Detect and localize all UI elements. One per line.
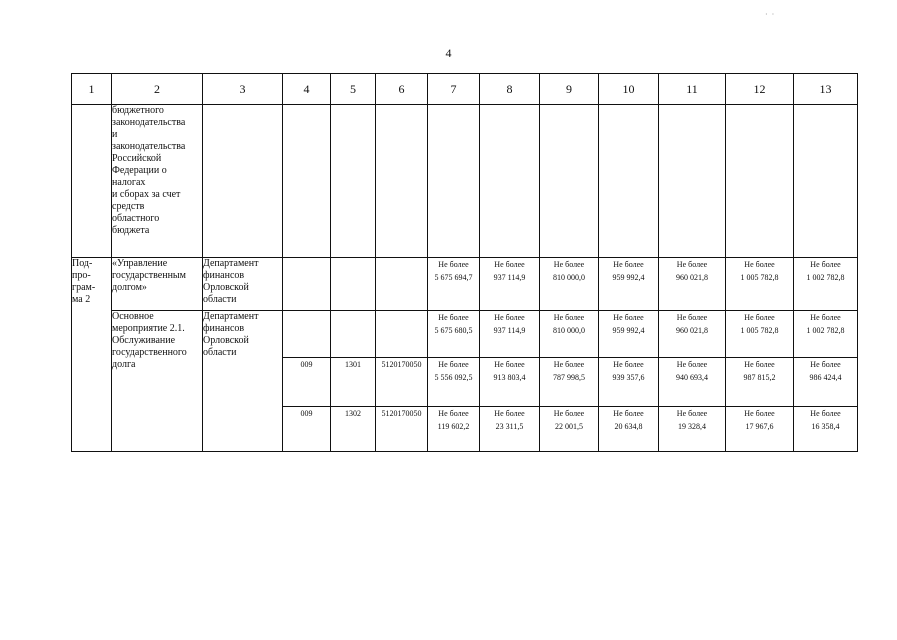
table-cell bbox=[794, 105, 858, 258]
value-cell bbox=[599, 258, 659, 311]
corner-mark: · · bbox=[765, 10, 776, 19]
header-cell: 5 bbox=[331, 74, 376, 105]
value-cell bbox=[480, 407, 540, 452]
value-cell bbox=[540, 358, 599, 407]
value-number: 23 311,5 bbox=[495, 422, 524, 431]
table-cell bbox=[331, 311, 376, 358]
value-number: 940 693,4 bbox=[676, 373, 708, 382]
table-row bbox=[72, 105, 858, 258]
value-label: Не более bbox=[494, 260, 525, 269]
header-cell: 1 bbox=[72, 74, 112, 105]
value-label: Не более bbox=[553, 409, 585, 418]
header-cell: 8 bbox=[480, 74, 540, 105]
value-number: 987 815,2 bbox=[743, 373, 776, 382]
value-label: Не более bbox=[810, 360, 841, 369]
header-cell: 6 bbox=[376, 74, 428, 105]
table-cell bbox=[331, 258, 376, 311]
event-name-cell bbox=[112, 311, 203, 452]
value-cell bbox=[659, 258, 726, 311]
value-cell bbox=[540, 311, 599, 358]
value-number: 960 021,8 bbox=[676, 273, 708, 282]
value-cell bbox=[599, 358, 659, 407]
value-label: Не более bbox=[438, 260, 469, 269]
subprogram-executor-cell bbox=[203, 258, 283, 311]
table-cell bbox=[203, 105, 283, 258]
value-label: Не более bbox=[744, 260, 775, 269]
header-cell: 2 bbox=[112, 74, 203, 105]
value-cell bbox=[428, 358, 480, 407]
value-cell bbox=[480, 311, 540, 358]
subprogram-name-cell bbox=[112, 258, 203, 311]
table-row bbox=[72, 258, 858, 311]
value-cell bbox=[659, 407, 726, 452]
value-label: Не более bbox=[744, 360, 775, 369]
value-label: Не более bbox=[810, 313, 841, 322]
value-label: Не более bbox=[494, 313, 525, 322]
value-cell bbox=[726, 407, 794, 452]
value-number: 937 114,9 bbox=[493, 273, 526, 282]
value-number: 20 634,8 bbox=[614, 422, 643, 431]
header-cell: 9 bbox=[540, 74, 599, 105]
value-cell bbox=[540, 407, 599, 452]
value-number: 787 998,5 bbox=[553, 373, 585, 382]
value-label: Не более bbox=[438, 360, 469, 369]
value-cell bbox=[726, 258, 794, 311]
event-executor-cell bbox=[203, 311, 283, 452]
value-number: 5 556 092,5 bbox=[434, 373, 473, 382]
header-cell: 3 bbox=[203, 74, 283, 105]
value-label: Не более bbox=[553, 360, 585, 369]
value-number: 1 005 782,8 bbox=[740, 273, 779, 282]
value-number: 16 358,4 bbox=[811, 422, 840, 431]
subprogram-executor: Департамент финансов Орловской области bbox=[203, 258, 259, 305]
value-label: Не более bbox=[810, 409, 841, 418]
table-cell bbox=[480, 105, 540, 258]
table-cell bbox=[376, 105, 428, 258]
value-label: Не более bbox=[553, 260, 585, 269]
value-label: Не более bbox=[744, 313, 775, 322]
event-executor: Департамент финансов Орловской области bbox=[203, 311, 259, 358]
value-number: 986 424,4 bbox=[809, 373, 842, 382]
value-number: 939 357,6 bbox=[612, 373, 645, 382]
table-row bbox=[72, 311, 858, 358]
value-number: 960 021,8 bbox=[676, 326, 708, 335]
value-number: 22 001,5 bbox=[555, 422, 583, 431]
header-cell: 10 bbox=[599, 74, 659, 105]
header-cell: 7 bbox=[428, 74, 480, 105]
code-gov-cell: 009 bbox=[283, 407, 331, 452]
value-label: Не более bbox=[676, 360, 708, 369]
code-target-cell: 5120170050 bbox=[376, 358, 428, 407]
value-cell bbox=[659, 358, 726, 407]
header-cell: 4 bbox=[283, 74, 331, 105]
value-label: Не более bbox=[613, 409, 644, 418]
event-name: Основное мероприятие 2.1. Обслуживание государственного долга bbox=[112, 311, 187, 370]
value-cell bbox=[480, 258, 540, 311]
value-cell bbox=[480, 358, 540, 407]
value-number: 1 002 782,8 bbox=[806, 326, 845, 335]
table-cell bbox=[428, 105, 480, 258]
value-number: 959 992,4 bbox=[612, 273, 645, 282]
program-table bbox=[71, 73, 858, 452]
value-cell bbox=[428, 311, 480, 358]
value-number: 5 675 694,7 bbox=[434, 273, 473, 282]
value-label: Не более bbox=[613, 260, 644, 269]
value-number: 810 000,0 bbox=[553, 326, 585, 335]
table-cell bbox=[283, 258, 331, 311]
value-number: 937 114,9 bbox=[493, 326, 526, 335]
code-section-cell: 1301 bbox=[331, 358, 376, 407]
header-cell: 12 bbox=[726, 74, 794, 105]
table-cell bbox=[726, 105, 794, 258]
value-label: Не более bbox=[553, 313, 585, 322]
value-number: 19 328,4 bbox=[678, 422, 706, 431]
budget-description-cell bbox=[112, 105, 203, 258]
code-target-cell: 5120170050 bbox=[376, 407, 428, 452]
value-label: Не более bbox=[613, 313, 644, 322]
value-cell bbox=[428, 407, 480, 452]
value-cell bbox=[794, 358, 858, 407]
subprogram-name: «Управление государственным долгом» bbox=[112, 258, 186, 293]
value-label: Не более bbox=[676, 313, 708, 322]
table-cell bbox=[283, 105, 331, 258]
value-label: Не более bbox=[810, 260, 841, 269]
table-cell bbox=[376, 258, 428, 311]
table-cell bbox=[659, 105, 726, 258]
table-cell bbox=[72, 105, 112, 258]
value-number: 1 002 782,8 bbox=[806, 273, 845, 282]
value-label: Не более bbox=[494, 360, 525, 369]
value-number: 959 992,4 bbox=[612, 326, 645, 335]
value-number: 119 602,2 bbox=[437, 422, 470, 431]
budget-description: бюджетного законодательства и законодательства Российской Федерации о налогах и сборах за счет средств областного бюджета bbox=[112, 105, 186, 236]
value-cell bbox=[540, 258, 599, 311]
value-number: 1 005 782,8 bbox=[740, 326, 779, 335]
table-cell bbox=[331, 105, 376, 258]
value-cell bbox=[726, 358, 794, 407]
value-number: 17 967,6 bbox=[745, 422, 774, 431]
value-cell bbox=[726, 311, 794, 358]
header-cell: 11 bbox=[659, 74, 726, 105]
value-label: Не более bbox=[438, 313, 469, 322]
subprogram-label: Под- про- грам- ма 2 bbox=[72, 258, 96, 305]
table-cell bbox=[283, 311, 331, 358]
value-cell bbox=[599, 407, 659, 452]
value-cell bbox=[428, 258, 480, 311]
code-section-cell: 1302 bbox=[331, 407, 376, 452]
value-cell bbox=[659, 311, 726, 358]
value-cell bbox=[794, 311, 858, 358]
table-cell bbox=[376, 311, 428, 358]
header-cell: 13 bbox=[794, 74, 858, 105]
value-cell bbox=[794, 258, 858, 311]
code-gov-cell: 009 bbox=[283, 358, 331, 407]
value-label: Не более bbox=[744, 409, 775, 418]
subprogram-label-cell bbox=[72, 258, 112, 452]
table-cell bbox=[599, 105, 659, 258]
header-row bbox=[72, 74, 858, 105]
table-cell bbox=[540, 105, 599, 258]
value-cell bbox=[794, 407, 858, 452]
value-label: Не более bbox=[676, 260, 708, 269]
value-label: Не более bbox=[494, 409, 525, 418]
page-number: 4 bbox=[445, 46, 452, 60]
value-label: Не более bbox=[438, 409, 469, 418]
value-number: 5 675 680,5 bbox=[434, 326, 473, 335]
value-label: Не более bbox=[676, 409, 708, 418]
value-cell bbox=[599, 311, 659, 358]
value-number: 810 000,0 bbox=[553, 273, 585, 282]
value-number: 913 803,4 bbox=[493, 373, 526, 382]
value-label: Не более bbox=[613, 360, 644, 369]
